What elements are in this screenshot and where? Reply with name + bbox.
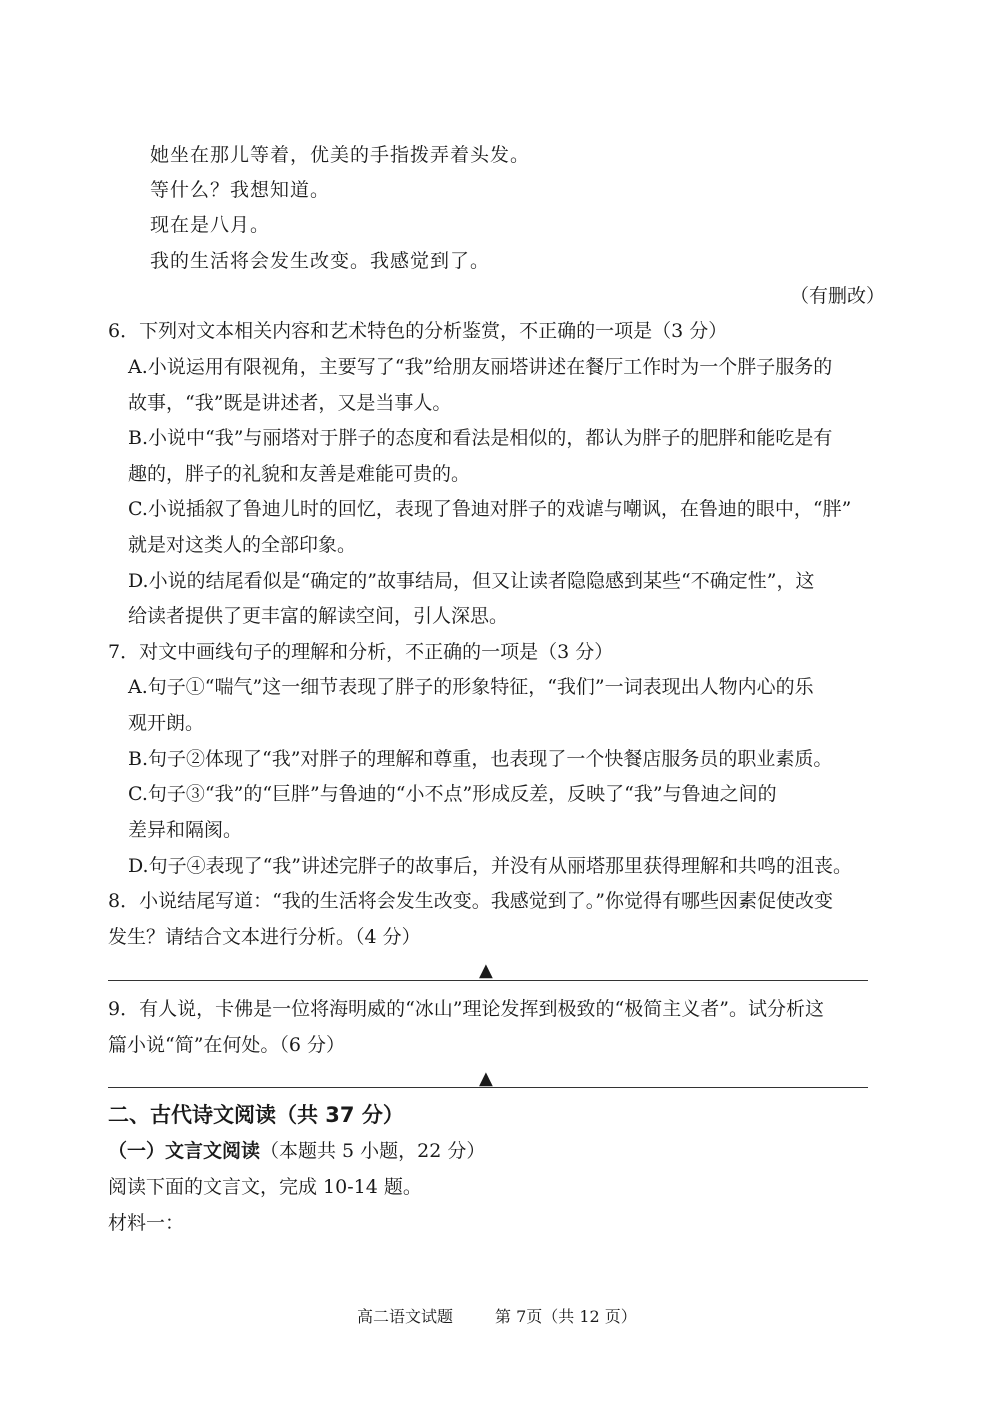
q6-option-c-line1: C.小说插叙了鲁迪儿时的回忆，表现了鲁迪对胖子的戏谑与嘲讽，在鲁迪的眼中，“胖”	[128, 498, 852, 520]
q7-option-c-line2: 差异和隔阂。	[128, 819, 243, 841]
q7-option-a-line2: 观开朗。	[128, 712, 205, 734]
q6-stem: 6．下列对文本相关内容和艺术特色的分析鉴赏，不正确的一项是（3 分）	[108, 320, 728, 342]
passage-line-1: 她坐在那儿等着，优美的手指拨弄着头发。	[150, 144, 531, 166]
answer-line-q9	[108, 1087, 868, 1088]
q6-option-c-line2: 就是对这类人的全部印象。	[128, 534, 357, 556]
q9-line1: 9．有人说，卡佛是一位将海明威的“冰山”理论发挥到极致的“极简主义者”。试分析这	[108, 998, 824, 1020]
answer-line-q8	[108, 980, 868, 981]
q7-stem: 7．对文中画线句子的理解和分析，不正确的一项是（3 分）	[108, 641, 614, 663]
subsection-title: （一）文言文阅读	[108, 1140, 261, 1162]
q6-option-d-line1: D.小说的结尾看似是“确定的”故事结局，但又让读者隐隐感到某些“不确定性”，这	[128, 570, 815, 592]
q7-option-b-line1: B.句子②体现了“我”对胖子的理解和尊重，也表现了一个快餐店服务员的职业素质。	[128, 748, 833, 770]
subsection-heading	[108, 1139, 485, 1163]
q6-option-a-line2: 故事，“我”既是讲述者，又是当事人。	[128, 392, 452, 414]
q7-option-d-line1: D.句子④表现了“我”讲述完胖子的故事后，并没有从丽塔那里获得理解和共鸣的沮丧。	[128, 855, 853, 877]
q6-option-a-line1: A.小说运用有限视角，主要写了“我”给朋友丽塔讲述在餐厅工作时为一个胖子服务的	[128, 356, 833, 378]
q6-option-b-line2: 趣的，胖子的礼貌和友善是难能可贵的。	[128, 463, 471, 485]
q7-option-a-line1: A.句子①“喘气”这一细节表现了胖子的形象特征，“我们”一词表现出人物内心的乐	[128, 676, 814, 698]
q6-option-d-line2: 给读者提供了更丰富的解读空间，引人深思。	[128, 605, 509, 627]
passage-line-4: 我的生活将会发生改变。我感觉到了。	[150, 250, 491, 272]
passage-line-3: 现在是八月。	[150, 214, 271, 236]
subsection-note: （本题共 5 小题，22 分）	[260, 1140, 486, 1162]
q7-option-c-line1: C.句子③“我”的“巨胖”与鲁迪的“小不点”形成反差，反映了“我”与鲁迪之间的	[128, 783, 777, 805]
q8-line1: 8．小说结尾写道：“我的生活将会发生改变。我感觉到了。”你觉得有哪些因素促使改变	[108, 890, 834, 912]
source-note: （有删改）	[790, 285, 886, 307]
q6-option-b-line1: B.小说中“我”与丽塔对于胖子的态度和看法是相似的，都认为胖子的肥胖和能吃是有	[128, 427, 833, 449]
q9-line2: 篇小说“简”在何处。（6 分）	[108, 1034, 346, 1056]
material-label: 材料一：	[108, 1212, 185, 1234]
answer-marker-q9: ▲	[479, 1068, 493, 1089]
passage-line-2: 等什么？我想知道。	[150, 179, 331, 201]
instruction: 阅读下面的文言文，完成 10-14 题。	[108, 1176, 422, 1198]
footer-page-number: 第 7页（共 12 页）	[495, 1307, 637, 1326]
footer-title: 高二语文试题	[357, 1307, 454, 1326]
answer-marker-q8: ▲	[479, 960, 493, 981]
section-heading: 二、古代诗文阅读（共 37 分）	[108, 1103, 404, 1127]
q8-line2: 发生？请结合文本进行分析。（4 分）	[108, 926, 421, 948]
